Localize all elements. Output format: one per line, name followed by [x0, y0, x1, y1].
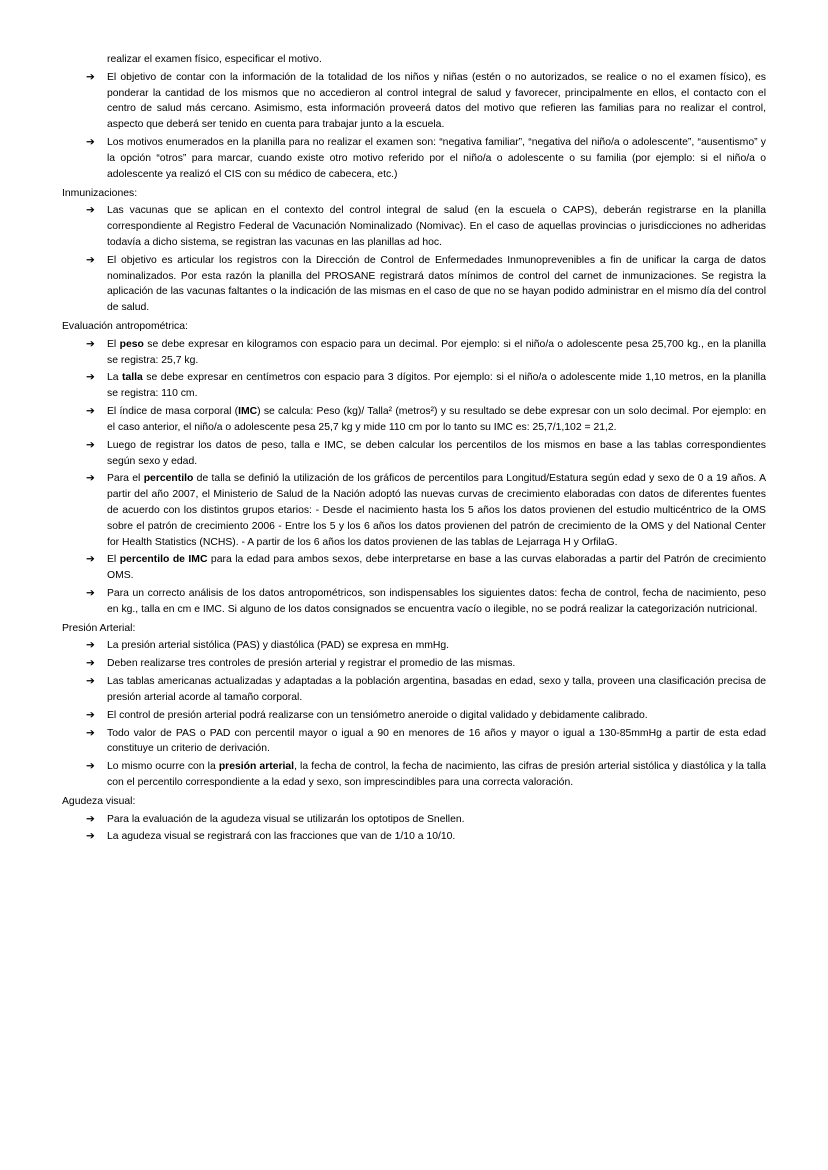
list-item-text: Todo valor de PAS o PAD con percentil mayor o igual a 90 en menores de 16 años y mayor o igual a 130-85mmHg a partir de esta edad constituye un criterio de derivación.	[107, 727, 766, 755]
list-item	[62, 656, 766, 672]
list-item	[62, 708, 766, 724]
arrow-bullet-icon: ➔	[86, 438, 95, 451]
arrow-bullet-icon: ➔	[86, 675, 95, 688]
arrow-bullet-icon: ➔	[86, 587, 95, 599]
list-item	[62, 438, 766, 470]
list-item	[62, 759, 766, 791]
arrow-bullet-icon: ➔	[86, 472, 95, 485]
arrow-bullet-icon: ➔	[86, 639, 95, 652]
list-item-text: La presión arterial sistólica (PAS) y diastólica (PAD) se expresa en mmHg.	[107, 640, 450, 652]
bullet-list-presion-arterial	[62, 638, 766, 790]
arrow-bullet-icon: ➔	[86, 405, 95, 418]
list-item	[62, 203, 766, 250]
arrow-bullet-icon: ➔	[86, 726, 95, 739]
bullet-list-antropometrica	[62, 337, 766, 618]
list-item-text: El percentilo de IMC para la edad para ambos sexos, debe interpretarse en base a las curvas elaboradas a partir del Patrón de crecimiento OMS.	[107, 554, 766, 582]
list-item-text: Luego de registrar los datos de peso, talla e IMC, se deben calcular los percentilos de los mismos en base a las tablas correspondientes según sexo y edad.	[107, 439, 766, 467]
list-item-text: El objetivo de contar con la información de la totalidad de los niños y niñas (estén o no autorizados, se realice o no el examen físico), es ponderar la cantidad de los mismos que no accedieron al control integral de salud y favorecer, principalmente en ellos, el contacto con el centro de salud más cercano. Asimismo, esta información proveerá datos del motivo que refieren las familias para no realizar el control, aspecto que deberá ser tenido en cuenta para trabajar junto a la escuela.	[107, 71, 766, 131]
arrow-bullet-icon: ➔	[86, 70, 95, 83]
arrow-bullet-icon: ➔	[86, 708, 95, 721]
list-item	[62, 471, 766, 550]
section-heading-agudeza-visual: Agudeza visual:	[62, 795, 136, 807]
list-item	[62, 70, 766, 133]
list-item	[62, 370, 766, 402]
list-item-text: Las tablas americanas actualizadas y adaptadas a la población argentina, basadas en edad, sexo y talla, proveen una clasificación precisa de presión arterial acorde al tamaño corporal.	[107, 676, 766, 703]
list-item	[62, 812, 766, 828]
list-item-text: El objetivo es articular los registros con la Dirección de Control de Enfermedades Inmunoprevenibles a fin de unificar la carga de datos nominalizados. Por esta razón la planilla del PROSANE registrará datos mínimos de control del carnet de inmunizaciones. Se registra la aplicación de las vacunas faltantes o la indicación de las mismas en el caso de que no se hayan podido administrar en el mismo día del control de salud.	[107, 254, 766, 314]
list-item-text: Para el percentilo de talla se definió la utilización de los gráficos de percentilos para Longitud/Estatura según edad y sexo de 0 a 19 años. A partir del año 2007, el Ministerio de Salud de la Nación adoptó las nuevas curvas de crecimiento elaboradas con datos de diferentes fuentes de acuerdo con los distintos grupos etarios: - Desde el nacimiento hasta los 5 años los datos provienen del estudio multicéntrico de la OMS sobre el patrón de crecimiento 2006 - Entre los 5 y los 6 años los datos provienen del patrón de crecimiento de la OMS y del National Center for Health Statistics (NCHS). - A partir de los 6 años los datos provienen de las tablas de Lejarraga H y OrfilaG.	[107, 473, 766, 548]
list-item-text: Para la evaluación de la agudeza visual se utilizarán los optotipos de Snellen.	[107, 813, 465, 825]
list-item	[62, 404, 766, 436]
list-item-text: Deben realizarse tres controles de presión arterial y registrar el promedio de las mismas.	[107, 658, 516, 670]
list-item	[62, 586, 766, 618]
list-item-text: El control de presión arterial podrá realizarse con un tensiómetro aneroide o digital validado y debidamente calibrado.	[107, 709, 648, 721]
bullet-list-inmunizaciones	[62, 203, 766, 316]
list-item-text: Los motivos enumerados en la planilla para no realizar el examen son: “negativa familiar”, “negativa del niño/a o adolescente”, “ausentismo” y la opción “otros” para marcar, cuando existe otro motivo referido por el niño/a o adolescente o su familia (por ejemplo: si el niño/a o adolescente ya realizó el CIS con su médico de cabecera, etc.)	[107, 137, 766, 180]
list-item-text: Lo mismo ocurre con la presión arterial, la fecha de control, la fecha de nacimiento, las cifras de presión arterial sistólica y diastólica y la talla con el percentilo correspondiente a la edad y sexo, son imprescindibles para una correcta valoración.	[107, 761, 766, 788]
arrow-bullet-icon: ➔	[86, 760, 95, 773]
arrow-bullet-icon: ➔	[86, 253, 95, 266]
list-item-text: El peso se debe expresar en kilogramos con espacio para un decimal. Por ejemplo: si el niño/a o adolescente pesa 25,700 kg., en la planilla se registra: 25,7 kg.	[107, 338, 766, 366]
list-item	[62, 638, 766, 654]
list-item	[62, 552, 766, 584]
list-item-text: Para un correcto análisis de los datos antropométricos, son indispensables los siguientes datos: fecha de control, fecha de nacimiento, peso en kg., talla en cm e IMC. Si alguno de los datos consignados se encuentra vacío o ilegible, no se podrá realizar la categorización nutricional.	[107, 588, 766, 615]
section-heading-presion-arterial: Presión Arterial:	[62, 622, 136, 634]
arrow-bullet-icon: ➔	[86, 657, 95, 670]
arrow-bullet-icon: ➔	[86, 830, 95, 843]
arrow-bullet-icon: ➔	[86, 136, 95, 149]
arrow-bullet-icon: ➔	[86, 812, 95, 825]
continuation-line: realizar el examen físico, especificar el motivo.	[107, 54, 322, 65]
list-item	[62, 726, 766, 758]
list-item	[62, 674, 766, 706]
section-heading-inmunizaciones: Inmunizaciones:	[62, 187, 138, 199]
arrow-bullet-icon: ➔	[86, 337, 95, 350]
list-item	[62, 253, 766, 316]
list-item	[62, 337, 766, 369]
bullet-list-intro	[62, 70, 766, 183]
list-item-text: El índice de masa corporal (IMC) se calcula: Peso (kg)/ Talla² (metros²) y su resultado se debe expresar con un solo decimal. Por ejemplo: en el caso anterior, el niño/a o adolescente pesa 25,7 kg y mide 110 cm por lo tanto su IMC es: 25,7/1,102 = 21,2.	[107, 406, 766, 433]
list-item	[62, 135, 766, 182]
list-item-text: La agudeza visual se registrará con las fracciones que van de 1/10 a 10/10.	[107, 831, 456, 843]
arrow-bullet-icon: ➔	[86, 553, 95, 566]
bullet-list-agudeza-visual	[62, 812, 766, 846]
document-body	[62, 52, 766, 845]
arrow-bullet-icon: ➔	[86, 371, 95, 384]
list-item-text: Las vacunas que se aplican en el contexto del control integral de salud (en la escuela o CAPS), deberán registrarse en la planilla correspondiente al Registro Federal de Vacunación Nominalizado (Nomivac). En el caso de aquellas provincias o jurisdicciones no adheridas todavía a dicho sistema, se registran las vacunas en las planillas ad hoc.	[107, 205, 766, 248]
section-heading-evaluacion-antropometrica: Evaluación antropométrica:	[62, 321, 188, 332]
list-item	[62, 829, 766, 845]
list-item-text: La talla se debe expresar en centímetros con espacio para 3 dígitos. Por ejemplo: si el niño/a o adolescente mide 1,10 metros, en la planilla se registra: 110 cm.	[107, 372, 766, 400]
arrow-bullet-icon: ➔	[86, 204, 95, 217]
